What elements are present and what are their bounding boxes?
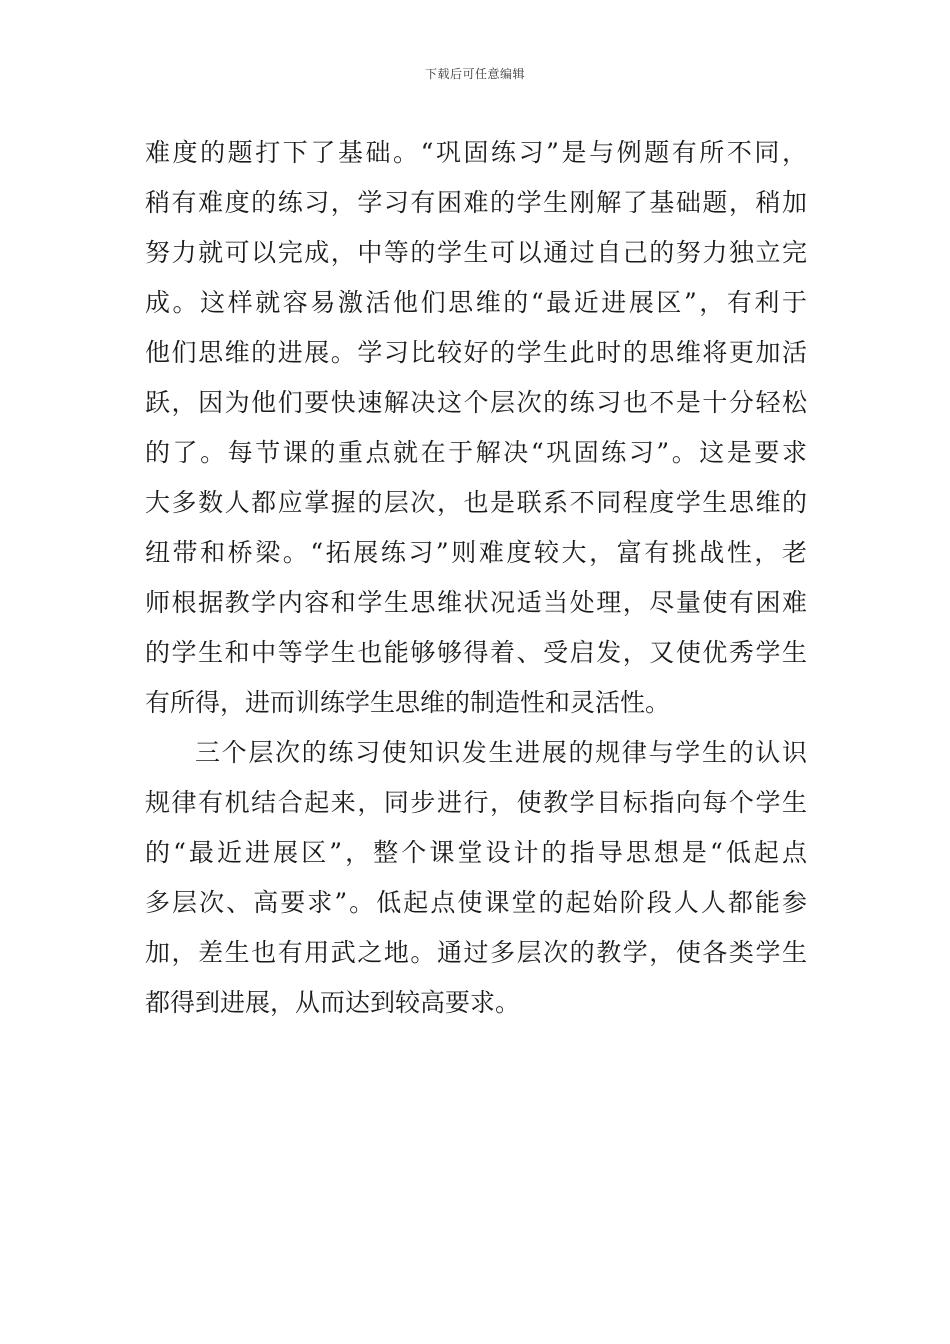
text-line: 跃，因为他们要快速解决这个层次的练习也不是十分轻松	[145, 388, 807, 417]
text-line: 大多数人都应掌握的层次，也是联系不同程度学生思维的	[145, 488, 807, 517]
text-line: 的学生和中等学生也能够够得着、受启发，又使优秀学生	[145, 638, 807, 667]
text-line: 他们思维的进展。学习比较好的学生此时的思维将更加活	[145, 338, 807, 367]
body-text	[145, 128, 807, 1028]
text-line: 成。这样就容易激活他们思维的“最近进展区”，有利于	[145, 288, 807, 317]
text-line: 都得到进展，从而达到较高要求。	[145, 988, 521, 1017]
text-line: 三个层次的练习使知识发生进展的规律与学生的认识	[195, 738, 807, 767]
paragraph-2	[145, 728, 807, 1028]
text-line: 多层次、高要求”。低起点使课堂的起始阶段人人都能参	[145, 888, 807, 917]
text-line: 努力就可以完成，中等的学生可以通过自己的努力独立完	[145, 238, 807, 267]
text-line: 的“最近进展区”，整个课堂设计的指导思想是“低起点	[145, 838, 807, 867]
header-note: 下载后可任意编辑	[424, 67, 525, 81]
text-line: 师根据教学内容和学生思维状况适当处理，尽量使有困难	[145, 588, 807, 617]
text-line: 有所得，进而训练学生思维的制造性和灵活性。	[145, 688, 671, 717]
paragraph-1	[145, 128, 807, 728]
text-line: 难度的题打下了基础。“巩固练习”是与例题有所不同，	[145, 138, 807, 167]
text-line: 的了。每节课的重点就在于解决“巩固练习”。这是要求	[145, 438, 807, 467]
text-line: 纽带和桥梁。“拓展练习”则难度较大，富有挑战性，老	[145, 538, 807, 567]
text-line: 加，差生也有用武之地。通过多层次的教学，使各类学生	[145, 938, 807, 967]
text-line: 稍有难度的练习，学习有困难的学生刚解了基础题，稍加	[145, 188, 807, 217]
text-line: 规律有机结合起来，同步进行，使教学目标指向每个学生	[145, 788, 807, 817]
